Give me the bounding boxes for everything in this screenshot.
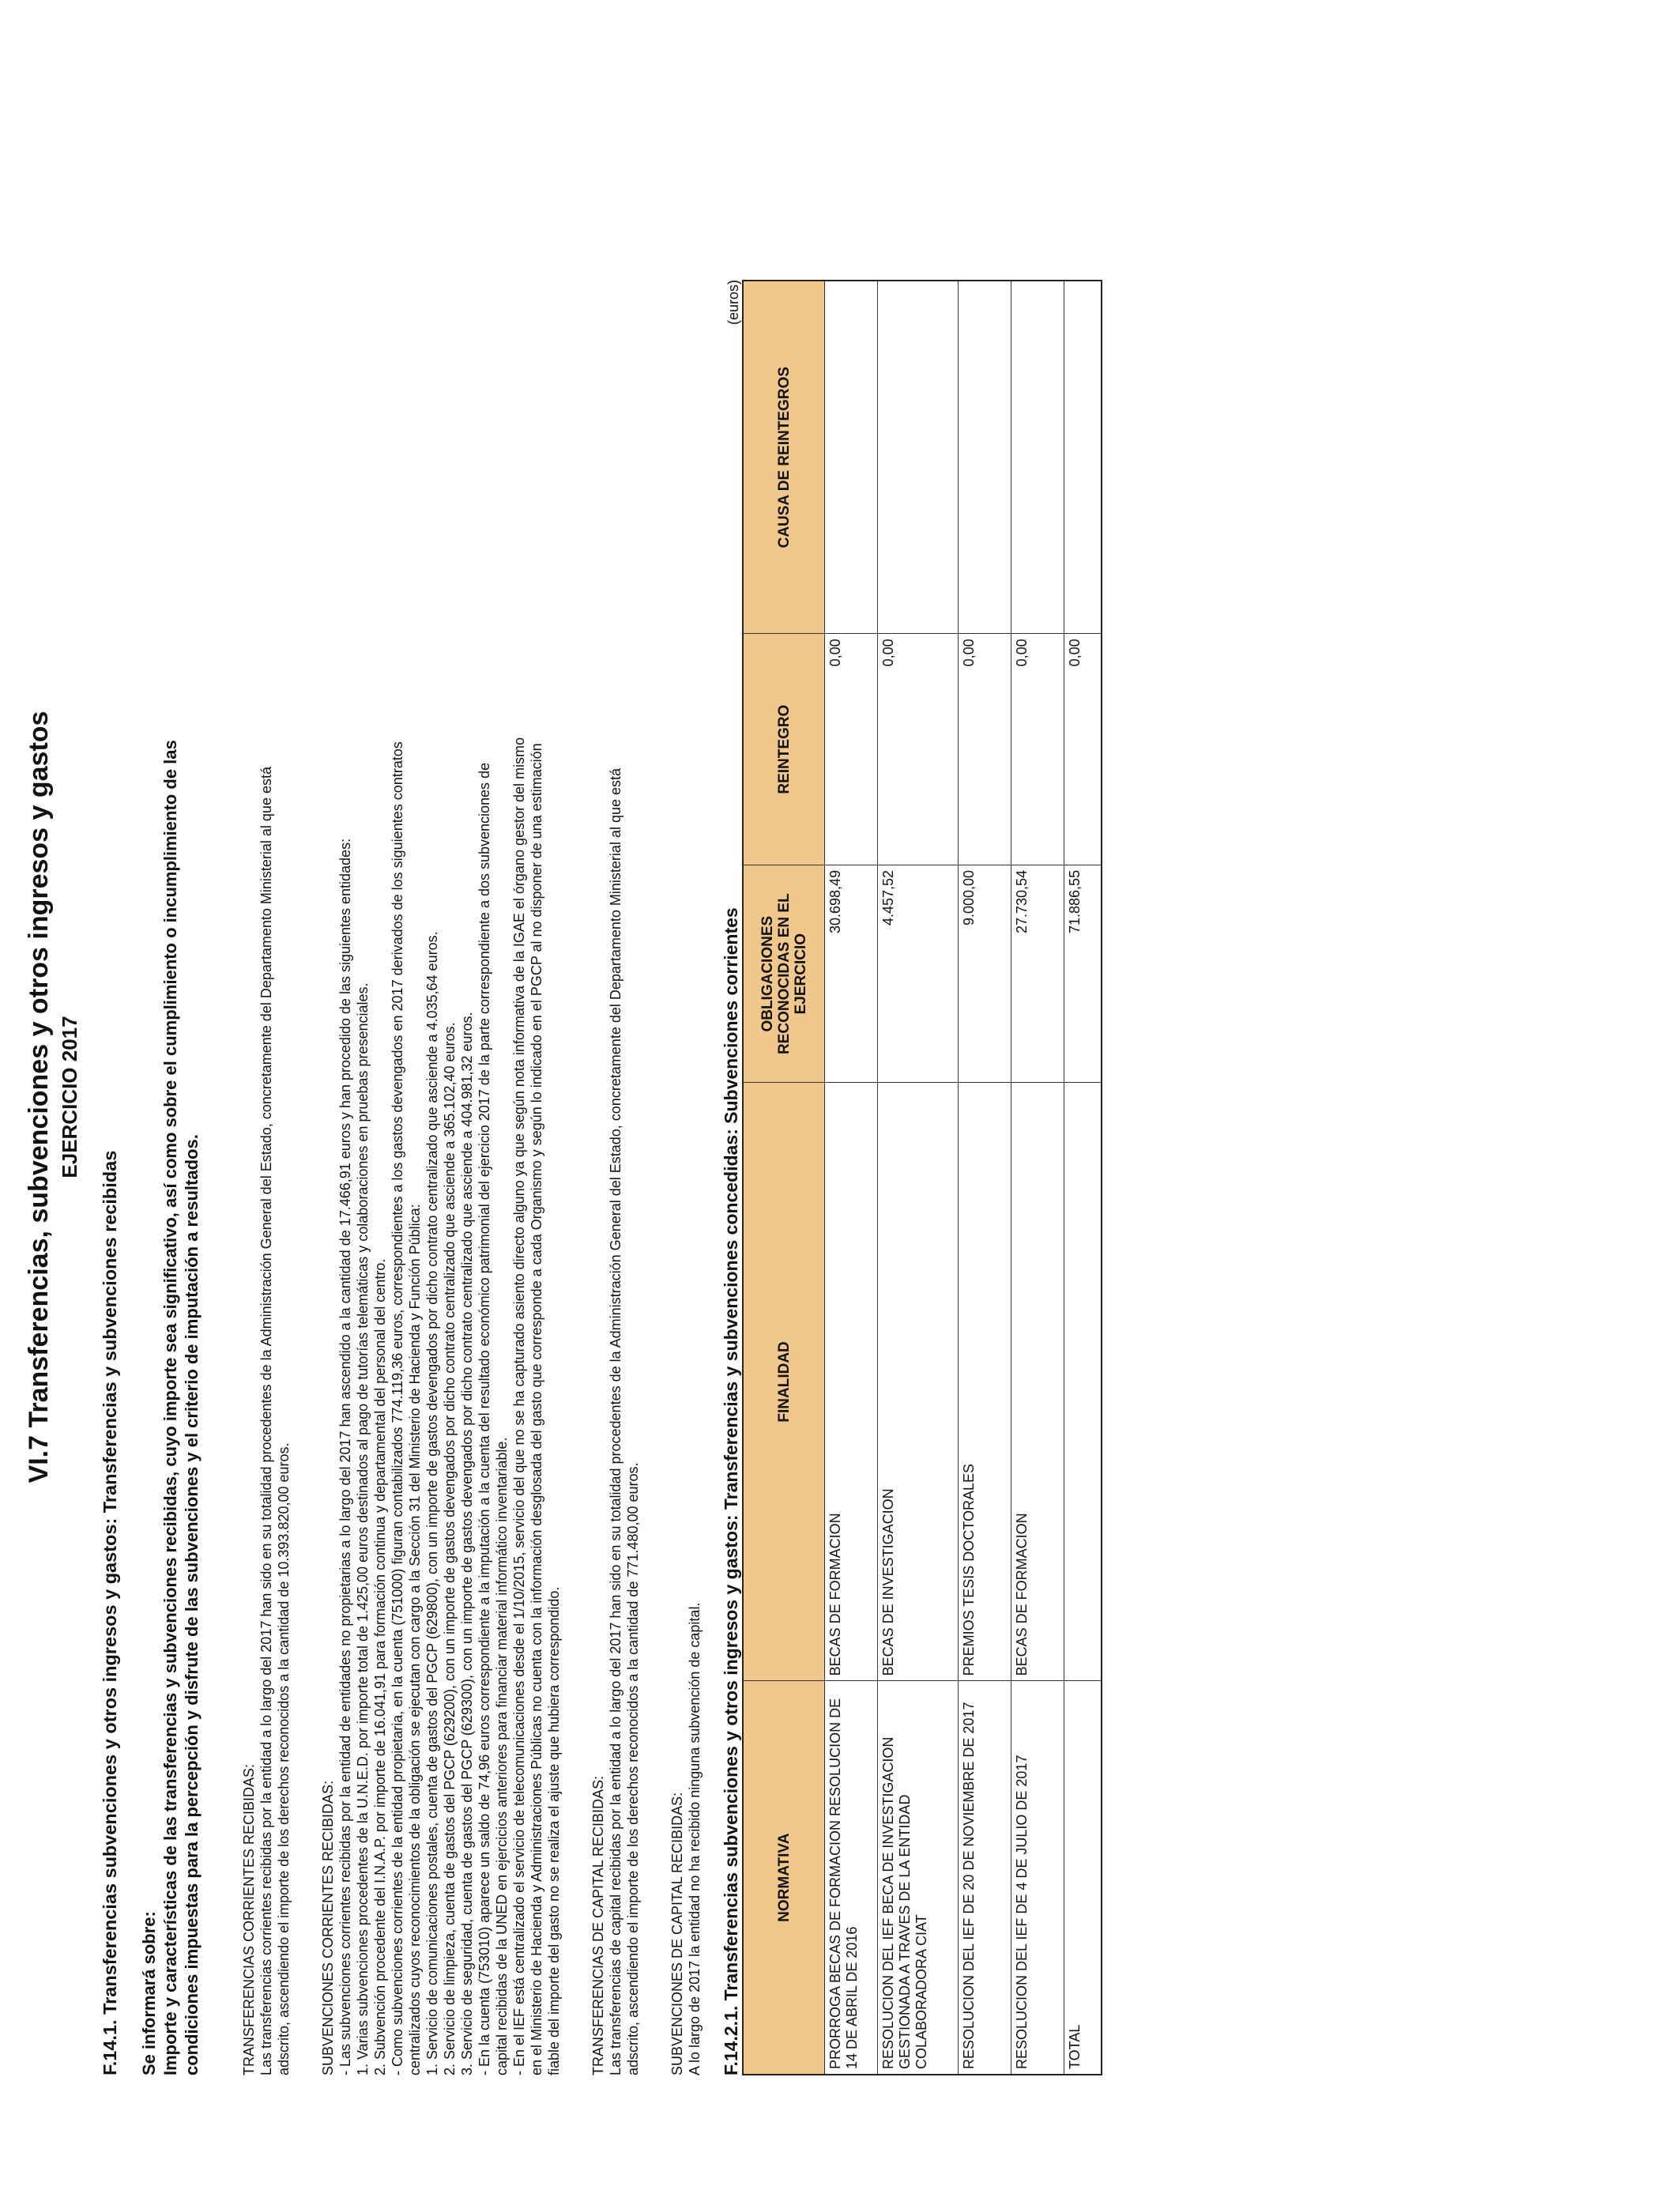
block-line: 3. Servicio de seguridad, cuenta de gastos del PGCP (629300), con un importe de gastos devengados por dicho contrato centralizado que asciende a 404.981,32 euros.: [459, 1012, 475, 2075]
header-finalidad: FINALIDAD: [743, 1083, 825, 1681]
block-line: en el Ministerio de Hacienda y Administraciones Públicas no cuenta con la información desglosada del gasto que corresponde a cada Organismo y según lo indicado en el PGCP al no disponer de una estimación: [529, 743, 544, 2075]
block-line: 1. Servicio de comunicaciones postales, cuenta de gastos del PGCP (629800), con un importe de gastos devengados por dicho contrato centralizado que asciende a 4.035,64 euros.: [424, 931, 440, 2075]
cell-causa: [1011, 281, 1064, 634]
table-header-row: [743, 281, 825, 2075]
table-row: [825, 281, 878, 2075]
cell-total-finalidad: [1064, 1083, 1102, 1681]
table-title: F.14.2.1. Transferencias subvenciones y otros ingresos y gastos: Transferencias y subvenciones concedidas: Subvenciones corrientes: [721, 907, 741, 2075]
cell-reintegro: 0,00: [825, 634, 878, 865]
cell-normativa: PRORROGA BECAS DE FORMACION RESOLUCION DE 14 DE ABRIL DE 2016: [825, 1681, 878, 2075]
block-line: Las transferencias corrientes recibidas por la entidad a lo largo del 2017 han sido en su totalidad procedentes de la Administración General del Estado, concretamente del Departamento Ministerial al que está: [258, 767, 274, 2075]
cell-obligaciones: 27.730,54: [1011, 865, 1064, 1083]
cell-reintegro: 0,00: [1011, 634, 1064, 865]
block-line: adscrito, ascendiendo el importe de los derechos reconocidos a la cantidad de 10.393.820,00 euros.: [276, 1442, 292, 2075]
block-line: 2. Servicio de limpieza, cuenta de gastos del PGCP (629200), con un importe de gastos devengados por dicho contrato centralizado que asciende a 365.102,40 euros.: [442, 1022, 458, 2075]
inform-line: condiciones impuestas para la percepción y disfrute de las subvenciones y el criterio de imputación a resultados.: [182, 1134, 202, 2075]
block-line: adscrito, ascendiendo el importe de los derechos reconocidos a la cantidad de 771.480,00 euros.: [625, 1462, 641, 2075]
block-line: A lo largo de 2017 la entidad no ha recibido ninguna subvención de capital.: [687, 1602, 703, 2075]
cell-reintegro: 0,00: [959, 634, 1011, 865]
header-causa: CAUSA DE REINTEGROS: [743, 281, 825, 634]
page-subtitle: EJERCICIO 2017: [58, 1016, 81, 1178]
inform-block: [138, 119, 202, 2075]
subvenciones-capital-block: [669, 119, 703, 2075]
units-label: (euros): [725, 280, 741, 326]
subvenciones-corrientes-block: [319, 119, 563, 2075]
cell-normativa: RESOLUCION DEL IEF BECA DE INVESTIGACION GESTIONADA A TRAVES DE LA ENTIDAD COLABORADORA CIAT: [878, 1681, 959, 2075]
block-heading: SUBVENCIONES DE CAPITAL RECIBIDAS:: [669, 1792, 685, 2075]
block-line: - Las subvenciones corrientes recibidas por la entidad de entidades no propietarias a lo largo del 2017 han ascendido a la cantidad de 17.466,91 euros y han procedido de las siguientes entidades:: [337, 838, 353, 2075]
cell-obligaciones: 4.457,52: [878, 865, 959, 1083]
cell-reintegro: 0,00: [878, 634, 959, 865]
table-row: [878, 281, 959, 2075]
cell-normativa: RESOLUCION DEL IEF DE 4 DE JULIO DE 2017: [1011, 1681, 1064, 2075]
cell-obligaciones: 30.698,49: [825, 865, 878, 1083]
cell-total-obligaciones: 71.886,55: [1064, 865, 1102, 1083]
header-obligaciones: OBLIGACIONES RECONOCIDAS EN EL EJERCICIO: [743, 865, 825, 1083]
cell-finalidad: PREMIOS TESIS DOCTORALES: [959, 1083, 1011, 1681]
block-line: centralizados cuyos reconocimientos de la obligación se ejecutan con cargo a la Sección 31 del Ministerio de Hacienda y Función Pública:: [407, 1204, 423, 2075]
block-line: 1. Varias subvenciones procedentes de la U.N.E.D. por importe total de 1.425,00 euros destinados al pago de tutorías telemáticas y colaboraciones en pruebas presenciales.: [355, 982, 371, 2075]
block-line: - Como subvenciones corrientes de la entidad propietaria, en la cuenta (751000) figuran contabilizados 774.119,36 euros, correspondientes a los gastos devengados en 2017 derivados de los siguientes contratos: [390, 741, 405, 2075]
block-line: fiable del importe del gasto no se realiza el ajuste que hubiera correspondido.: [546, 1586, 562, 2075]
block-line: capital recibidas de la UNED en ejercicios anteriores para financiar material informático inventariable.: [494, 1437, 510, 2075]
cell-normativa: RESOLUCION DEL IEF DE 20 DE NOVIEMBRE DE 2017: [959, 1681, 1011, 2075]
subvenciones-table: [742, 280, 1102, 2075]
cell-total-label: TOTAL: [1064, 1681, 1102, 2075]
block-line: - En la cuenta (753010) aparece un saldo de 74,96 euros correspondiente a la imputación a la cuenta del resultado económico patrimonial del ejercicio 2017 de la parte correspondiente a dos subvenciones de: [477, 762, 492, 2075]
block-heading: SUBVENCIONES CORRIENTES RECIBIDAS:: [320, 1780, 336, 2075]
block-line: Las transferencias de capital recibidas por la entidad a lo largo del 2017 han sido en su totalidad procedentes de la Administración General del Estado, concretamente del Departamento Ministerial al que está: [608, 767, 623, 2075]
block-line: 2. Subvención procedente del I.N.A.P. por importe de 16.041,91 para formación continua y departamental del personal del centro.: [372, 1258, 388, 2075]
cell-finalidad: BECAS DE FORMACION: [825, 1083, 878, 1681]
transferencias-corrientes-block: [240, 119, 292, 2075]
inform-label: Se informará sobre:: [139, 1911, 159, 2075]
cell-causa: [878, 281, 959, 634]
cell-total-causa: [1064, 281, 1102, 634]
section-heading: F.14.1. Transferencias subvenciones y otros ingresos y gastos: Transferencias y subvenciones recibidas: [100, 1150, 120, 2075]
block-heading: TRANSFERENCIAS DE CAPITAL RECIBIDAS:: [590, 1775, 606, 2075]
table-row: [1011, 281, 1064, 2075]
inform-line: Importe y características de las transferencias y subvenciones recibidas, cuyo importe sea significativo, así como sobre el cumplimiento o incumplimiento de las: [160, 740, 180, 2075]
cell-finalidad: BECAS DE FORMACION: [1011, 1083, 1064, 1681]
transferencias-capital-block: [590, 119, 642, 2075]
table-row: [959, 281, 1011, 2075]
table-heading-row: [721, 280, 742, 2075]
cell-causa: [825, 281, 878, 634]
block-heading: TRANSFERENCIAS CORRIENTES RECIBIDAS:: [241, 1763, 257, 2075]
header-normativa: NORMATIVA: [743, 1681, 825, 2075]
cell-total-reintegro: 0,00: [1064, 634, 1102, 865]
cell-obligaciones: 9.000,00: [959, 865, 1011, 1083]
cell-causa: [959, 281, 1011, 634]
total-row: [1064, 281, 1102, 2075]
header-reintegro: REINTEGRO: [743, 634, 825, 865]
cell-finalidad: BECAS DE INVESTIGACION: [878, 1083, 959, 1681]
block-line: - En el IEF está centralizado el servicio de telecomunicaciones desde el 1/10/2015, servicio del que no se ha capturado asiento directo alguno ya que según nota informativa de la IGAE el órgano gestor del mismo: [511, 737, 527, 2075]
page-title: VI.7 Transferencias, subvenciones y otros ingresos y gastos: [24, 711, 54, 1483]
